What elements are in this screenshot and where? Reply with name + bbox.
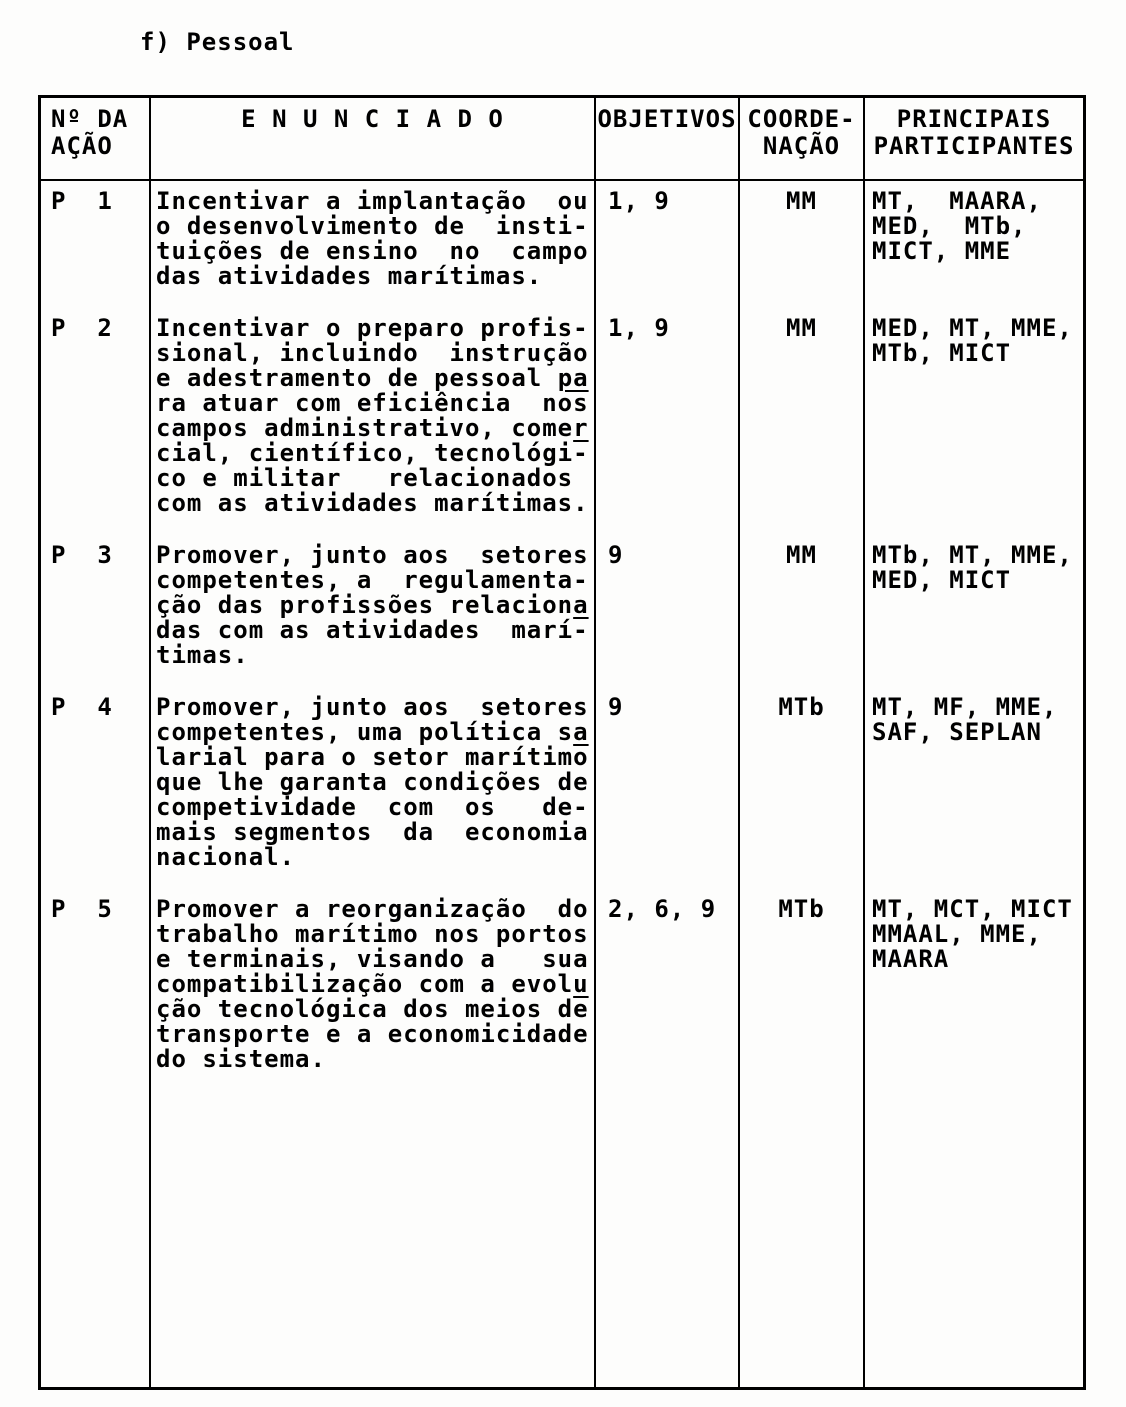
row-p2-enunciado: Incentivar o preparo profis- sional, incluindo instrução e adestramento de pessoal pa ra atuar com eficiência nos campos administrativo, comer cial, científico, tecnológi- co e militar relacionados com as atividades marítimas. <box>151 308 596 535</box>
row-p1-objetivos: 1, 9 <box>596 181 740 308</box>
row-p2-num: P 2 <box>41 308 151 535</box>
row-p4-objetivos: 9 <box>596 687 740 889</box>
row-p5-enunciado: Promover a reorganização do trabalho marítimo nos portos e terminais, visando a sua compatibilização com a evolu ção tecnológica dos meios de transporte e a economicidade do sistema. <box>151 889 596 1387</box>
row-p5-objetivos: 2, 6, 9 <box>596 889 740 1387</box>
row-p2-coordenacao: MM <box>740 308 865 535</box>
row-p5-coordenacao: MTb <box>740 889 865 1387</box>
row-p3-coordenacao: MM <box>740 535 865 687</box>
row-p2-participantes: MED, MT, MME, MTb, MICT <box>872 314 1073 367</box>
row-p1-coordenacao: MM <box>740 181 865 308</box>
header-num-acao: Nº DA AÇÃO <box>41 98 151 181</box>
row-p2-objetivos: 1, 9 <box>596 308 740 535</box>
row-p4-coordenacao: MTb <box>740 687 865 889</box>
header-participantes: PRINCIPAIS PARTICIPANTES <box>865 98 1083 181</box>
row-p4-num: P 4 <box>41 687 151 889</box>
actions-table <box>38 95 1086 1390</box>
header-enunciado: E N U N C I A D O <box>151 98 596 181</box>
row-p4-participantes: MT, MF, MME, SAF, SEPLAN <box>872 693 1058 746</box>
row-p3-num: P 3 <box>41 535 151 687</box>
header-objetivos: OBJETIVOS <box>596 98 740 181</box>
row-p1-enunciado: Incentivar a implantação ou o desenvolvimento de insti- tuições de ensino no campo das atividades marítimas. <box>151 181 596 308</box>
row-p4-enunciado: Promover, junto aos setores competentes, uma política sa larial para o setor marítimo que lhe garanta condições de competividade com os de- mais segmentos da economia nacional. <box>151 687 596 889</box>
row-p5-num: P 5 <box>41 889 151 1387</box>
row-p3-enunciado: Promover, junto aos setores competentes, a regulamenta- ção das profissões relaciona das com as atividades marí- timas. <box>151 535 596 687</box>
row-p3-objetivos: 9 <box>596 535 740 687</box>
row-p3-participantes: MTb, MT, MME, MED, MICT <box>872 541 1073 594</box>
header-coordenacao: COORDE- NAÇÃO <box>740 98 865 181</box>
page-title: f) Pessoal <box>140 28 295 56</box>
row-p1-num: P 1 <box>41 181 151 308</box>
row-p5-participantes: MT, MCT, MICT MMAAL, MME, MAARA <box>872 895 1073 973</box>
row-p1-participantes: MT, MAARA, MED, MTb, MICT, MME <box>872 187 1042 265</box>
